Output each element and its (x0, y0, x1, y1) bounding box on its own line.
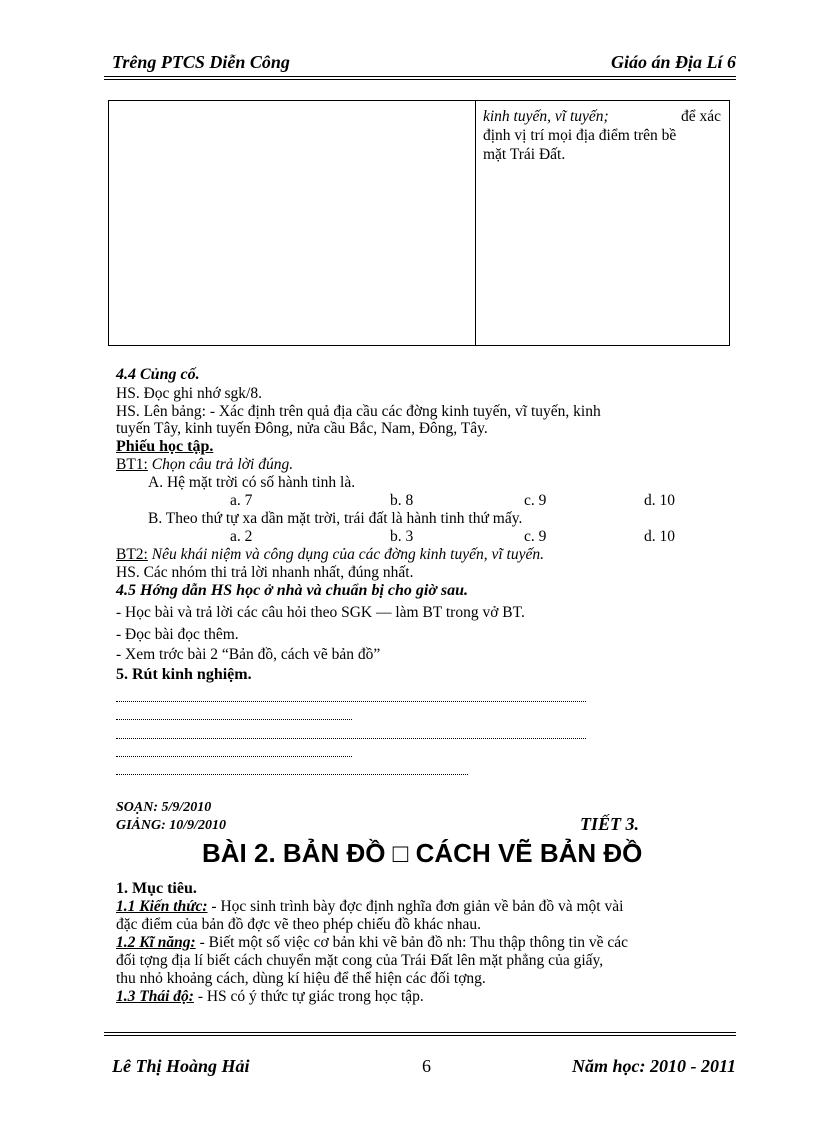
s45-item1: - Học bài và trả lời các câu hỏi theo SGK — làm BT trong vở BT. (116, 604, 525, 621)
qa-opt-c: c. 9 (524, 492, 547, 509)
s45-item2: - Đọc bài đọc thêm. (116, 626, 239, 643)
page-number: 6 (422, 1056, 431, 1076)
bt1: BT1: Chọn câu trả lời đúng. (116, 456, 294, 473)
bt2: BT2: Nêu khái niệm và công dụng của các đờng kinh tuyến, vĩ tuyến. (116, 546, 544, 563)
objective-2-line2: đối tợng địa lí biết cách chuyển mặt cong của Trái Đất lên mặt phẳng của giấy, (116, 952, 604, 969)
footer-year: Năm học: 2010 - 2011 (572, 1056, 736, 1076)
section-44-heading: 4.4 Củng cố. (116, 366, 200, 383)
qa-opt-b: b. 8 (390, 492, 414, 509)
objective-1-line2: đặc điểm của bản đồ đợc vẽ theo phép chiếu đồ khác nhau. (116, 916, 481, 933)
tiet-label: TIẾT 3. (580, 814, 640, 834)
table-divider (475, 101, 476, 345)
dotted-line-5 (116, 773, 468, 775)
dotted-line-2 (116, 718, 352, 720)
qb-opt-b: b. 3 (390, 528, 414, 545)
table-right-cell: kinh tuyến, vĩ tuyến; để xác định vị trí mọi địa điểm trên bề mặt Trái Đất. (483, 108, 721, 163)
header-school: Trêng PTCS Diễn Công (112, 52, 290, 72)
qb-opt-c: c. 9 (524, 528, 547, 545)
content-table (108, 100, 730, 346)
giang-date: GIẢNG: 10/9/2010 (116, 818, 227, 833)
question-a: A. Hệ mặt trời có số hành tinh là. (148, 474, 356, 491)
s44-line2: HS. Lên bảng: - Xác định trên quả địa cầu các đờng kinh tuyến, vĩ tuyến, kinh (116, 403, 601, 420)
objective-1: 1.1 Kiến thức: - Học sinh trình bày đợc định nghĩa đơn giản về bản đồ và một vài (116, 898, 624, 915)
footer-author: Lê Thị Hoàng Hải (112, 1056, 250, 1076)
header-rule (104, 76, 736, 80)
header-subject: Giáo án Địa Lí 6 (610, 52, 736, 72)
qb-opt-d: d. 10 (644, 528, 675, 545)
question-b: B. Theo thứ tự xa dần mặt trời, trái đất là hành tinh thứ mấy. (148, 510, 523, 527)
dotted-line-1 (116, 700, 586, 702)
soan-date: SOẠN: 5/9/2010 (116, 800, 212, 815)
qa-opt-d: d. 10 (644, 492, 675, 509)
footer-rule (104, 1032, 736, 1036)
s44-line3: tuyến Tây, kinh tuyến Đông, nửa cầu Bắc, Nam, Đông, Tây. (116, 420, 488, 437)
s44-line1: HS. Đọc ghi nhớ sgk/8. (116, 385, 262, 402)
dotted-line-3 (116, 737, 586, 739)
section-5-heading: 5. Rút kinh nghiệm. (116, 666, 252, 683)
section-45-heading: 4.5 Hớng dẫn HS học ở nhà và chuẩn bị cho giờ sau. (116, 582, 469, 599)
objective-3: 1.3 Thái độ: - HS có ý thức tự giác trong học tập. (116, 988, 424, 1005)
qb-opt-a: a. 2 (230, 528, 253, 545)
lesson-title: BÀI 2. BẢN ĐỒ □ CÁCH VẼ BẢN ĐỒ (202, 838, 643, 868)
objective-2-line3: thu nhỏ khoảng cách, dùng kí hiệu để thể hiện các đối tợng. (116, 970, 486, 987)
dotted-line-4 (116, 755, 352, 757)
objective-2: 1.2 Kĩ năng: - Biết một số việc cơ bản khi vẽ bản đồ nh: Thu thập thông tin về các (116, 934, 629, 951)
worksheet-heading: Phiếu học tập. (116, 438, 214, 455)
s44-line4: HS. Các nhóm thi trả lời nhanh nhất, đúng nhất. (116, 564, 414, 581)
qa-opt-a: a. 7 (230, 492, 253, 509)
objectives-heading: 1. Mục tiêu. (116, 880, 197, 897)
s45-item3: - Xem trớc bài 2 “Bản đồ, cách vẽ bản đồ” (116, 646, 381, 663)
